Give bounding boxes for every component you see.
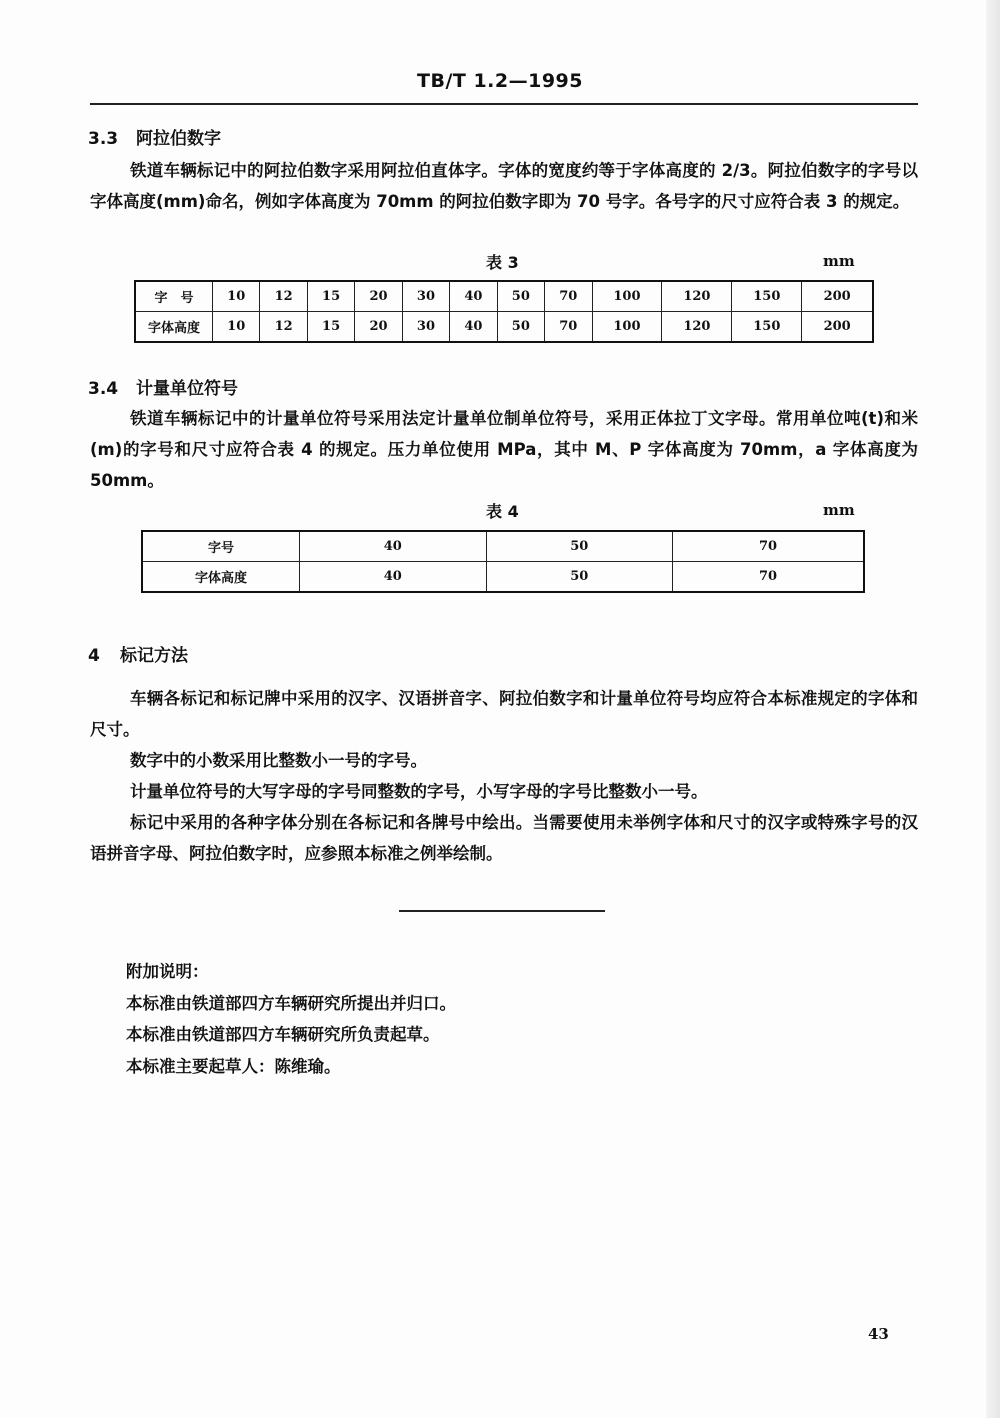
- table-cell: 50: [486, 562, 673, 593]
- notes-line: 本标准由铁道部四方车辆研究所提出并归口。: [126, 993, 456, 1013]
- page-edge-shadow: [986, 0, 1000, 1418]
- table-cell: 40: [300, 562, 487, 593]
- section-3-4-paragraph: [90, 403, 918, 496]
- section-4-number: 4: [88, 646, 100, 666]
- row-header: 字 号: [135, 281, 213, 312]
- table-row: [135, 312, 873, 343]
- table-row: [142, 562, 864, 593]
- table-cell: 200: [802, 281, 873, 312]
- section-3-3-text: 铁道车辆标记中的阿拉伯数字采用阿拉伯直体字。字体的宽度约等于字体高度的 2/3。阿拉伯数字的字号以字体高度(mm)命名，例如字体高度为 70mm 的阿拉伯数字即为 70 号字。各号字的尺寸应符合表 3 的规定。: [90, 161, 918, 211]
- section-3-3-title: 阿拉伯数字: [136, 129, 221, 149]
- table-cell: 40: [450, 312, 497, 343]
- table-cell: 20: [355, 312, 402, 343]
- table-cell: 70: [673, 562, 864, 593]
- table-cell: 10: [213, 281, 260, 312]
- table-cell: 70: [673, 531, 864, 562]
- table-3-caption: 表 3: [486, 253, 519, 272]
- table-cell: 70: [545, 312, 592, 343]
- table-cell: 150: [732, 312, 802, 343]
- section-4-paragraph: 数字中的小数采用比整数小一号的字号。: [130, 751, 427, 770]
- section-3-4-heading: [88, 374, 238, 399]
- table-row: [142, 531, 864, 562]
- header-rule: [90, 103, 918, 105]
- table-cell: 120: [662, 281, 732, 312]
- table-4-caption: 表 4: [486, 502, 519, 521]
- section-3-3-heading: [88, 124, 221, 149]
- table-3: [134, 280, 874, 343]
- table-cell: 40: [300, 531, 487, 562]
- table-cell: 40: [450, 281, 497, 312]
- table-cell: 15: [307, 312, 354, 343]
- table-4-unit: mm: [823, 501, 855, 519]
- table-cell: 12: [260, 312, 307, 343]
- table-cell: 120: [662, 312, 732, 343]
- table-cell: 10: [213, 312, 260, 343]
- table-cell: 200: [802, 312, 873, 343]
- table-4: [141, 530, 865, 593]
- notes-line: 本标准由铁道部四方车辆研究所负责起草。: [126, 1025, 440, 1044]
- table-cell: 50: [497, 281, 544, 312]
- row-header: 字体高度: [142, 562, 300, 593]
- notes-line: 本标准主要起草人：陈维瑜。: [126, 1056, 341, 1076]
- table-cell: 50: [486, 531, 673, 562]
- table-cell: 15: [307, 281, 354, 312]
- page-number: 43: [868, 1325, 889, 1343]
- table-cell: 50: [497, 312, 544, 343]
- section-3-3-paragraph: [90, 155, 918, 217]
- table-cell: 12: [260, 281, 307, 312]
- section-3-4-text: 铁道车辆标记中的计量单位符号采用法定计量单位制单位符号，采用正体拉丁文字母。常用单位吨(t)和米(m)的字号和尺寸应符合表 4 的规定。压力单位使用 MPa，其中 M、P 字体高度为 70mm，a 字体高度为 50mm。: [90, 409, 918, 490]
- table-3-unit: mm: [823, 252, 855, 270]
- table-cell: 100: [592, 312, 662, 343]
- table-cell: 70: [545, 281, 592, 312]
- table-row: [135, 281, 873, 312]
- row-header: 字体高度: [135, 312, 213, 343]
- table-cell: 150: [732, 281, 802, 312]
- section-3-4-number: 3.4: [88, 379, 119, 399]
- closing-rule: [399, 910, 605, 912]
- table-cell: 30: [402, 281, 449, 312]
- additional-notes: [126, 956, 826, 1082]
- section-3-3-number: 3.3: [88, 129, 119, 149]
- document-code-header: TB/T 1.2—1995: [417, 70, 583, 92]
- section-4-paragraph: 计量单位符号的大写字母的字号同整数的字号，小写字母的字号比整数小一号。: [130, 782, 708, 801]
- section-4-paragraph: 车辆各标记和标记牌中采用的汉字、汉语拼音字、阿拉伯数字和计量单位符号均应符合本标准规定的字体和尺寸。: [90, 689, 918, 739]
- section-4-paragraph: 标记中采用的各种字体分别在各标记和各牌号中绘出。当需要使用未举例字体和尺寸的汉字或特殊字号的汉语拼音字母、阿拉伯数字时，应参照本标准之例举绘制。: [90, 813, 918, 863]
- table-cell: 100: [592, 281, 662, 312]
- section-3-4-title: 计量单位符号: [136, 379, 238, 399]
- table-cell: 20: [355, 281, 402, 312]
- section-4-title: 标记方法: [120, 646, 188, 666]
- section-4-body: [90, 683, 918, 869]
- section-4-heading: [88, 641, 188, 666]
- table-cell: 30: [402, 312, 449, 343]
- row-header: 字号: [142, 531, 300, 562]
- notes-title: 附加说明：: [126, 962, 209, 981]
